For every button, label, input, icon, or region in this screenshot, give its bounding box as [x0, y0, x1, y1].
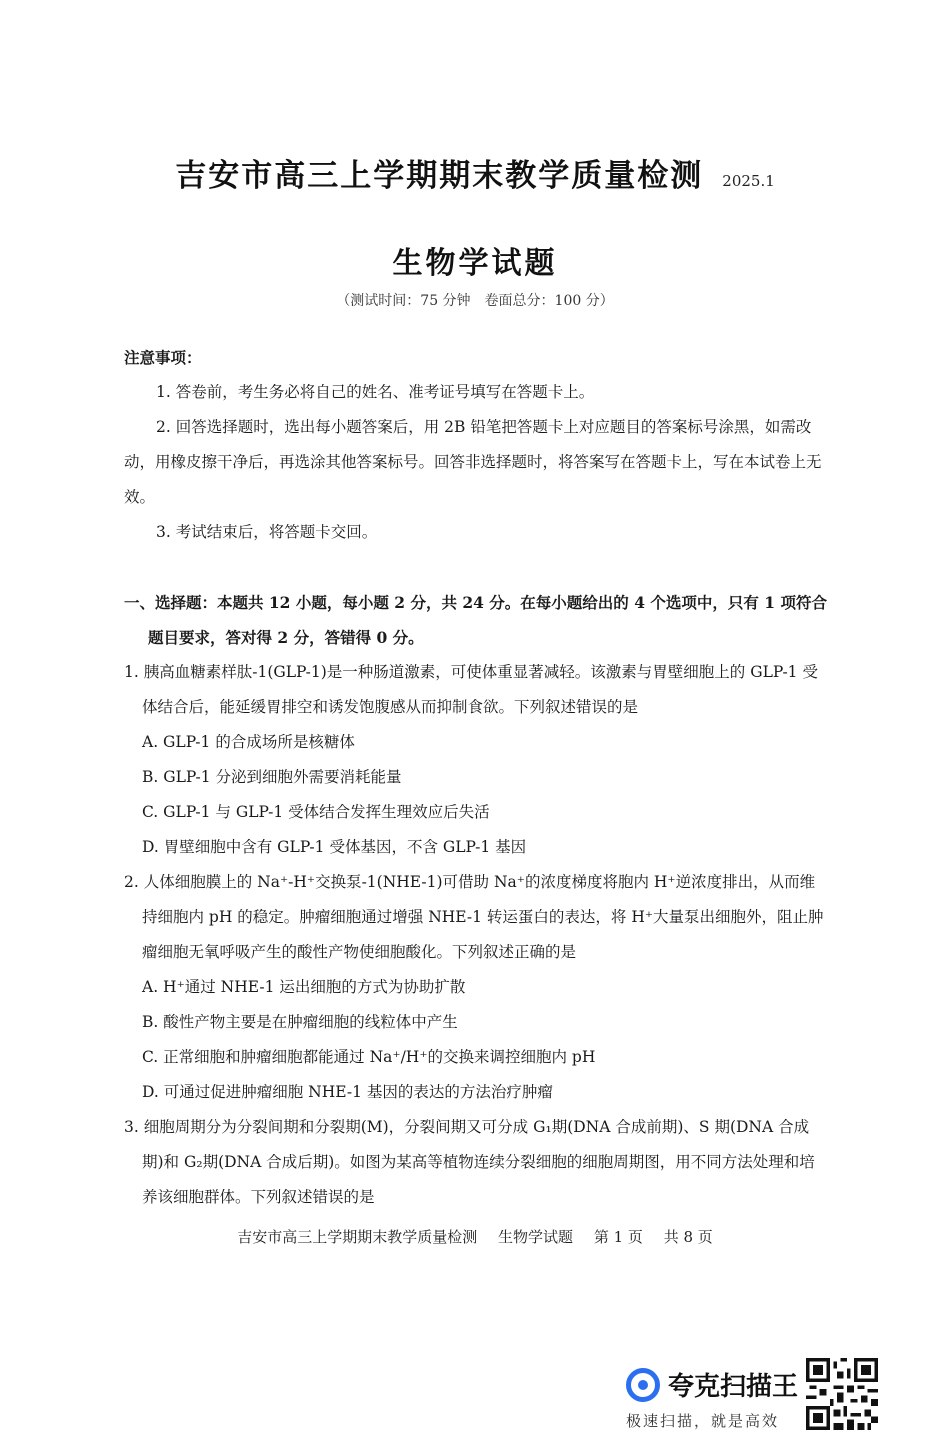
- page-footer: [0, 1226, 950, 1247]
- section-1: [124, 585, 830, 655]
- brand-slogan: 极速扫描，就是高效: [626, 1412, 780, 1430]
- subject-title: 生物学试题: [392, 246, 558, 281]
- question-stem: 2. 人体细胞膜上的 Na⁺-H⁺交换泵-1(NHE-1)可借助 Na⁺的浓度梯度将胞内 H⁺逆浓度排出，从而维持细胞内 pH 的稳定。肿瘤细胞通过增强 NHE-1 转运蛋白的表达，将 H⁺大量泵出细胞外，阻止肿瘤细胞无氧呼吸产生的酸性产物使细胞酸化。下列叙述正确的是: [124, 873, 824, 961]
- footer-total: 共 8 页: [663, 1228, 713, 1246]
- section-heading: 一、选择题：本题共 12 小题，每小题 2 分，共 24 分。在每小题给出的 4 个选项中，只有 1 项符合题目要求，答对得 2 分，答错得 0 分。: [124, 593, 827, 647]
- footer-subject: 生物学试题: [498, 1228, 574, 1246]
- quark-logo-icon: [626, 1368, 660, 1402]
- option-a: A. H⁺通过 NHE-1 运出细胞的方式为协助扩散: [142, 978, 466, 996]
- footer-page: 第 1 页: [593, 1228, 643, 1246]
- question-stem: 3. 细胞周期分为分裂间期和分裂期(M)，分裂间期又可分成 G₁期(DNA 合成前期)、S 期(DNA 合成期)和 G₂期(DNA 合成后期)。如图为某高等植物连续分裂细胞的细胞周期图，用不同方法处理和培养该细胞群体。下列叙述错误的是: [124, 1118, 815, 1206]
- note-item: 2. 回答选择题时，选出每小题答案后，用 2B 铅笔把答题卡上对应题目的答案标号涂黑，如需改动，用橡皮擦干净后，再选涂其他答案标号。回答非选择题时，将答案写在答题卡上，写在本试卷上无效。: [124, 418, 822, 506]
- option-b: B. 酸性产物主要是在肿瘤细胞的线粒体中产生: [142, 1013, 458, 1031]
- notes-heading: 注意事项：: [124, 348, 202, 367]
- brand-name: 夸克扫描王: [668, 1372, 799, 1402]
- question-3: [124, 1110, 830, 1215]
- option-d: D. 可通过促进肿瘤细胞 NHE-1 基因的表达的方法治疗肿瘤: [142, 1083, 553, 1101]
- question-2: [124, 865, 830, 1110]
- option-c: C. GLP-1 与 GLP-1 受体结合发挥生理效应后失活: [142, 803, 490, 821]
- option-a: A. GLP-1 的合成场所是核糖体: [142, 733, 355, 751]
- exam-info: （测试时间：75 分钟 卷面总分：100 分）: [336, 293, 614, 309]
- note-item: 1. 答卷前，考生务必将自己的姓名、准考证号填写在答题卡上。: [156, 383, 595, 401]
- exam-title: 吉安市高三上学期期末教学质量检测: [175, 158, 704, 194]
- title-row: [0, 150, 950, 195]
- question-1: [124, 655, 830, 865]
- question-list: [124, 655, 830, 1215]
- qr-code-icon: [806, 1358, 878, 1430]
- question-stem: 1. 胰高血糖素样肽-1(GLP-1)是一种肠道激素，可使体重显著减轻。该激素与胃壁细胞上的 GLP-1 受体结合后，能延缓胃排空和诱发饱腹感从而抑制食欲。下列叙述错误的是: [124, 663, 818, 716]
- notes-list: [124, 375, 830, 550]
- option-c: C. 正常细胞和肿瘤细胞都能通过 Na⁺/H⁺的交换来调控细胞内 pH: [142, 1048, 596, 1066]
- option-b: B. GLP-1 分泌到细胞外需要消耗能量: [142, 768, 402, 786]
- exam-date: 2025.1: [722, 172, 775, 190]
- option-d: D. 胃壁细胞中含有 GLP-1 受体基因，不含 GLP-1 基因: [142, 838, 527, 856]
- note-item: 3. 考试结束后，将答题卡交回。: [156, 523, 378, 541]
- scanner-watermark: [622, 1360, 802, 1430]
- footer-exam: 吉安市高三上学期期末教学质量检测: [237, 1228, 478, 1246]
